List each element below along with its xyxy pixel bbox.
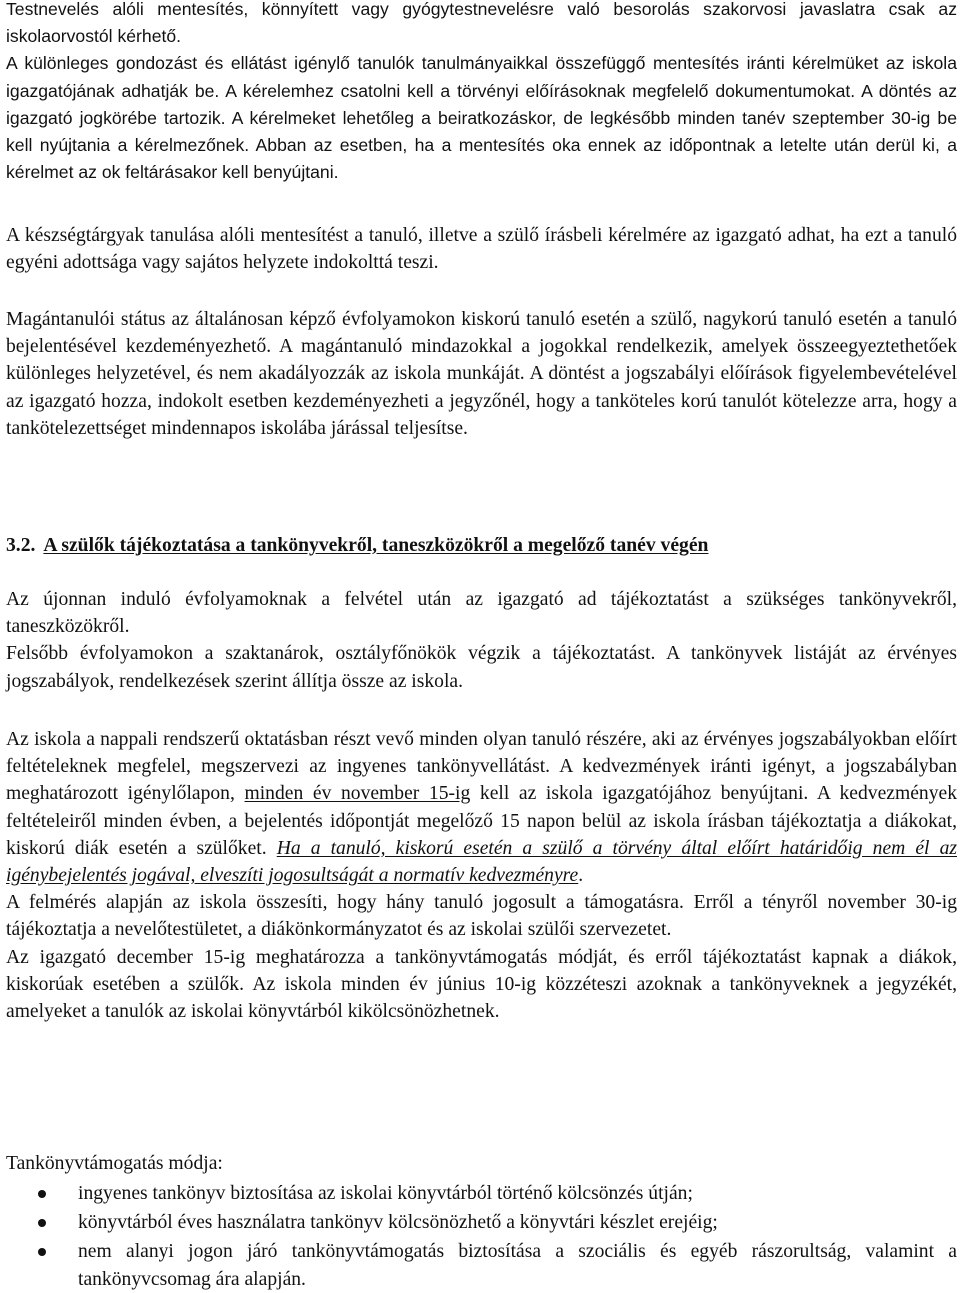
deadline-text: minden év november 15-ig xyxy=(244,783,471,805)
paragraph-private-student xyxy=(6,306,957,442)
new-grades-text: Az újonnan induló évfolyamoknak a felvétel után az igazgató ad tájékoztatást a szükséges tankönyvekről, taneszközökről. xyxy=(6,589,957,638)
private-student-text: Magántanulói státus az általánosan képző évfolyamokon kiskorú tanuló esetén a szülő, nagykorú tanuló esetén a tanuló bejelentésével kezdeményezhető. A magántanuló mindazokkal a jogokkal rendelkezik, amelyek összeegyeztethetőek különleges helyzetével, és nem akadályozzák az iskola munkáját. A döntést a jogszabályi előírások figyelembevételével az igazgató hozza, indokolt esetben kezdeményezheti a jegyzőnél, hogy a tanköteles korú tanulót kötelezze arra, hogy a tankötelezettséget mindennapos iskolába járással teljesítse. xyxy=(6,309,957,439)
section-number: 3.2. xyxy=(6,535,36,556)
warning-text: Ha a tanuló, kiskorú esetén a szülő a törvény által előírt határidőig nem él az igénybejelentés jogával, elveszíti jogosultságát a normatív kedvezményre xyxy=(6,837,957,887)
paragraph-pe-exemption xyxy=(6,0,957,186)
support-label-text: Tankönyvtámogatás módja: xyxy=(6,1153,223,1174)
support-list xyxy=(6,1180,957,1293)
list-item-text: nem alanyi jogon járó tankönyvtámogatás biztosítása a szociális és egyéb rászorultság, valamint a tankönyvcsomag ára alapján. xyxy=(78,1241,957,1290)
request-text: kell az iskola igazgatójához benyújtani. A kedvezmények feltételeiről minden évben, a bejelentés időpontját megelőző 15 napon belül az iskola írásban tájékoztatja a diákokat, kiskorú diák esetén a szülőket. xyxy=(6,783,958,859)
support-label xyxy=(6,1150,957,1177)
list-item xyxy=(6,1238,957,1292)
section-heading xyxy=(6,532,957,559)
list-item-text: könyvtárból éves használatra tankönyv kölcsönözhető a könyvtári készlet erejéig; xyxy=(78,1212,718,1234)
warning-end: . xyxy=(578,865,584,887)
paragraph-skill-subjects xyxy=(6,222,957,276)
survey-text: A felmérés alapján az iskola összesíti, hogy hány tanuló jogosult a támogatásra. Erről a tényről november 30-ig tájékoztatja a nevelőtestületet, a diákönkormányzatot és az iskolai szülői szervezetet. xyxy=(6,892,957,941)
paragraph-free-textbooks xyxy=(6,726,957,1025)
principal-decision-text: Az igazgató december 15-ig meghatározza a tankönyvtámogatás módját, és erről tájékoztatást kapnak a diákok, kiskorúak esetében a szülők. Az iskola minden év június 10-ig közzéteszi azoknak a tankönyveknek a jegyzékét, amelyeket a tanulók az iskolai könyvtárból kikölcsönözhetnek. xyxy=(6,946,957,1023)
section-title: A szülők tájékoztatása a tankönyvekről, taneszközökről a megelőző tanév végén xyxy=(43,535,709,556)
upper-grades-text: Felsőbb évfolyamokon a szaktanárok, osztályfőnökök végzik a tájékoztatást. A tankönyvek listáját az érvényes jogszabályok, rendelkezések szerint állítja össze az iskola. xyxy=(6,643,957,692)
list-item-text: ingyenes tankönyv biztosítása az iskolai könyvtárból történő kölcsönzés útján; xyxy=(78,1183,693,1204)
paragraph-textbook-info xyxy=(6,586,957,695)
pe-exemption-text: Testnevelés alóli mentesítés, könnyített vagy gyógytestnevelésre való besorolás szakorvosi javaslatra csak az iskolaorvostól kérhető. xyxy=(6,0,957,47)
special-needs-text: A különleges gondozást és ellátást igénylő tanulók tanulmányaikkal összefüggő mentesítés iránti kérelmüket az iskola igazgatójának adhatják be. A kérelemhez csatolni kell a törvényi előírásoknak megfelelő dokumentumokat. A döntés az igazgató jogkörébe tartozik. A kérelmeket lehetőleg a beiratkozáskor, de legkésőbb minden tanév szeptember 30-ig be kell nyújtania a kérelmezőnek. Abban az esetben, ha a mentesítés oka ennek az időpontnak a letelte után derül ki, a kérelmet az ok feltárásakor kell benyújtani. xyxy=(6,53,957,183)
free-textbook-text: Az iskola a nappali rendszerű oktatásban részt vevő minden olyan tanuló részére, aki az érvényes jogszabályokban előírt feltételeknek megfelel, megszervezi az ingyenes tankönyvellátást. A kedvezmények iránti igényt, a jogszabályban meghatározott igénylőlapon, xyxy=(6,729,957,805)
list-item xyxy=(6,1180,957,1207)
list-item xyxy=(6,1209,957,1236)
skill-subjects-text: A készségtárgyak tanulása alóli mentesítést a tanuló, illetve a szülő írásbeli kérelmére az igazgató adhat, ha ezt a tanuló egyéni adottsága vagy sajátos helyzete indokolttá teszi. xyxy=(6,225,957,274)
